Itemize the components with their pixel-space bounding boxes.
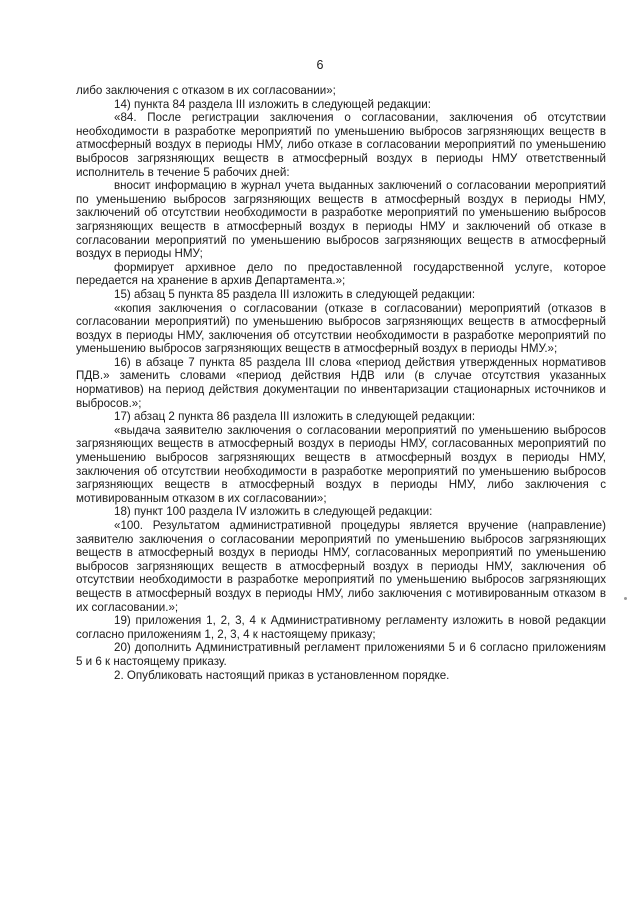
scan-mark xyxy=(624,597,627,600)
paragraph-journal-entry: вносит информацию в журнал учета выданных заключений о согласовании мероприятий по уменьшению выбросов загрязняющих веществ в атмосферный воздух в периоды НМУ, заключений об отсутствии необходимости в разработке мероприятий по уменьшению выбросов загрязняющих веществ в атмосферный воздух в периоды НМУ и заключений об отказе в согласовании мероприятий по уменьшению выбросов загрязняющих веществ в атмосферный воздух в периоды НМУ; xyxy=(76,179,606,261)
paragraph-continuation: либо заключения с отказом в их согласовании»; xyxy=(76,84,336,97)
paragraph-item-15: 15) абзац 5 пункта 85 раздела III изложить в следующей редакции: xyxy=(114,287,476,301)
page-number: 6 xyxy=(316,58,324,72)
paragraph-issuance: «выдача заявителю заключения о согласовании мероприятий по уменьшению выбросов загрязняющих веществ в атмосферный воздух в периоды НМУ, согласованных мероприятий по уменьшению выбросов загрязняющих веществ в атмосферный воздух в периоды НМУ, заключения об отсутствии необходимости в разработке мероприятий по уменьшению выбросов загрязняющих веществ в атмосферный воздух в периоды НМУ, либо заключения с мотивированным отказом в их согласовании»; xyxy=(76,423,606,505)
paragraph-item-16: 16) в абзаце 7 пункта 85 раздела III слова «период действия утвержденных нормативов ПДВ.» заменить словами «период действия НДВ или (в случае отсутствия указанных нормативов) на период действия документации по инвентаризации стационарных источников и выбросов.»; xyxy=(76,355,606,410)
document-body xyxy=(76,84,606,682)
paragraph-item-19: 19) приложения 1, 2, 3, 4 к Административному регламенту изложить в новой редакции согласно приложениям 1, 2, 3, 4 к настоящему приказу; xyxy=(76,614,606,641)
paragraph-clause-84: «84. После регистрации заключения о согласовании, заключения об отсутствии необходимости в разработке мероприятий по уменьшению выбросов загрязняющих веществ в атмосферный воздух в периоды НМУ, либо отказе в согласовании мероприятий по уменьшению выбросов загрязняющих веществ в атмосферный воздух в периоды НМУ ответственный исполнитель в течение 5 рабочих дней: xyxy=(76,111,606,179)
paragraph-item-17: 17) абзац 2 пункта 86 раздела III изложить в следующей редакции: xyxy=(114,410,476,424)
paragraph-archive: формирует архивное дело по предоставленной государственной услуге, которое передается на хранение в архив Департамента.»; xyxy=(76,260,606,288)
paragraph-item-2-publish: 2. Опубликовать настоящий приказ в установленном порядке. xyxy=(114,668,450,682)
paragraph-item-14: 14) пункта 84 раздела III изложить в следующей редакции: xyxy=(114,97,431,111)
paragraph-item-20: 20) дополнить Административный регламент приложениями 5 и 6 согласно приложениям 5 и 6 к настоящему приказу. xyxy=(76,641,606,668)
paragraph-copy-conclusion: «копия заключения о согласовании (отказе в согласовании) мероприятий (отказов в согласовании мероприятий) по уменьшению выбросов загрязняющих веществ в атмосферный воздух в периоды НМУ, заключения об отсутствии необходимости в разработке мероприятий по уменьшению выбросов загрязняющих веществ в атмосферный воздух в периоды НМУ.»; xyxy=(76,301,606,356)
paragraph-item-18: 18) пункт 100 раздела IV изложить в следующей редакции: xyxy=(114,505,433,519)
paragraph-clause-100: «100. Результатом административной процедуры является вручение (направление) заявителю заключения о согласовании мероприятий по уменьшению выбросов загрязняющих веществ в атмосферный воздух в периоды НМУ, согласованных мероприятий по уменьшению выбросов загрязняющих веществ в атмосферный воздух в периоды НМУ, заключения об отсутствии необходимости в разработке мероприятий по уменьшению выбросов загрязняющих веществ в атмосферный воздух в периоды НМУ, либо заключения с мотивированным отказом в их согласовании.»; xyxy=(76,519,606,614)
